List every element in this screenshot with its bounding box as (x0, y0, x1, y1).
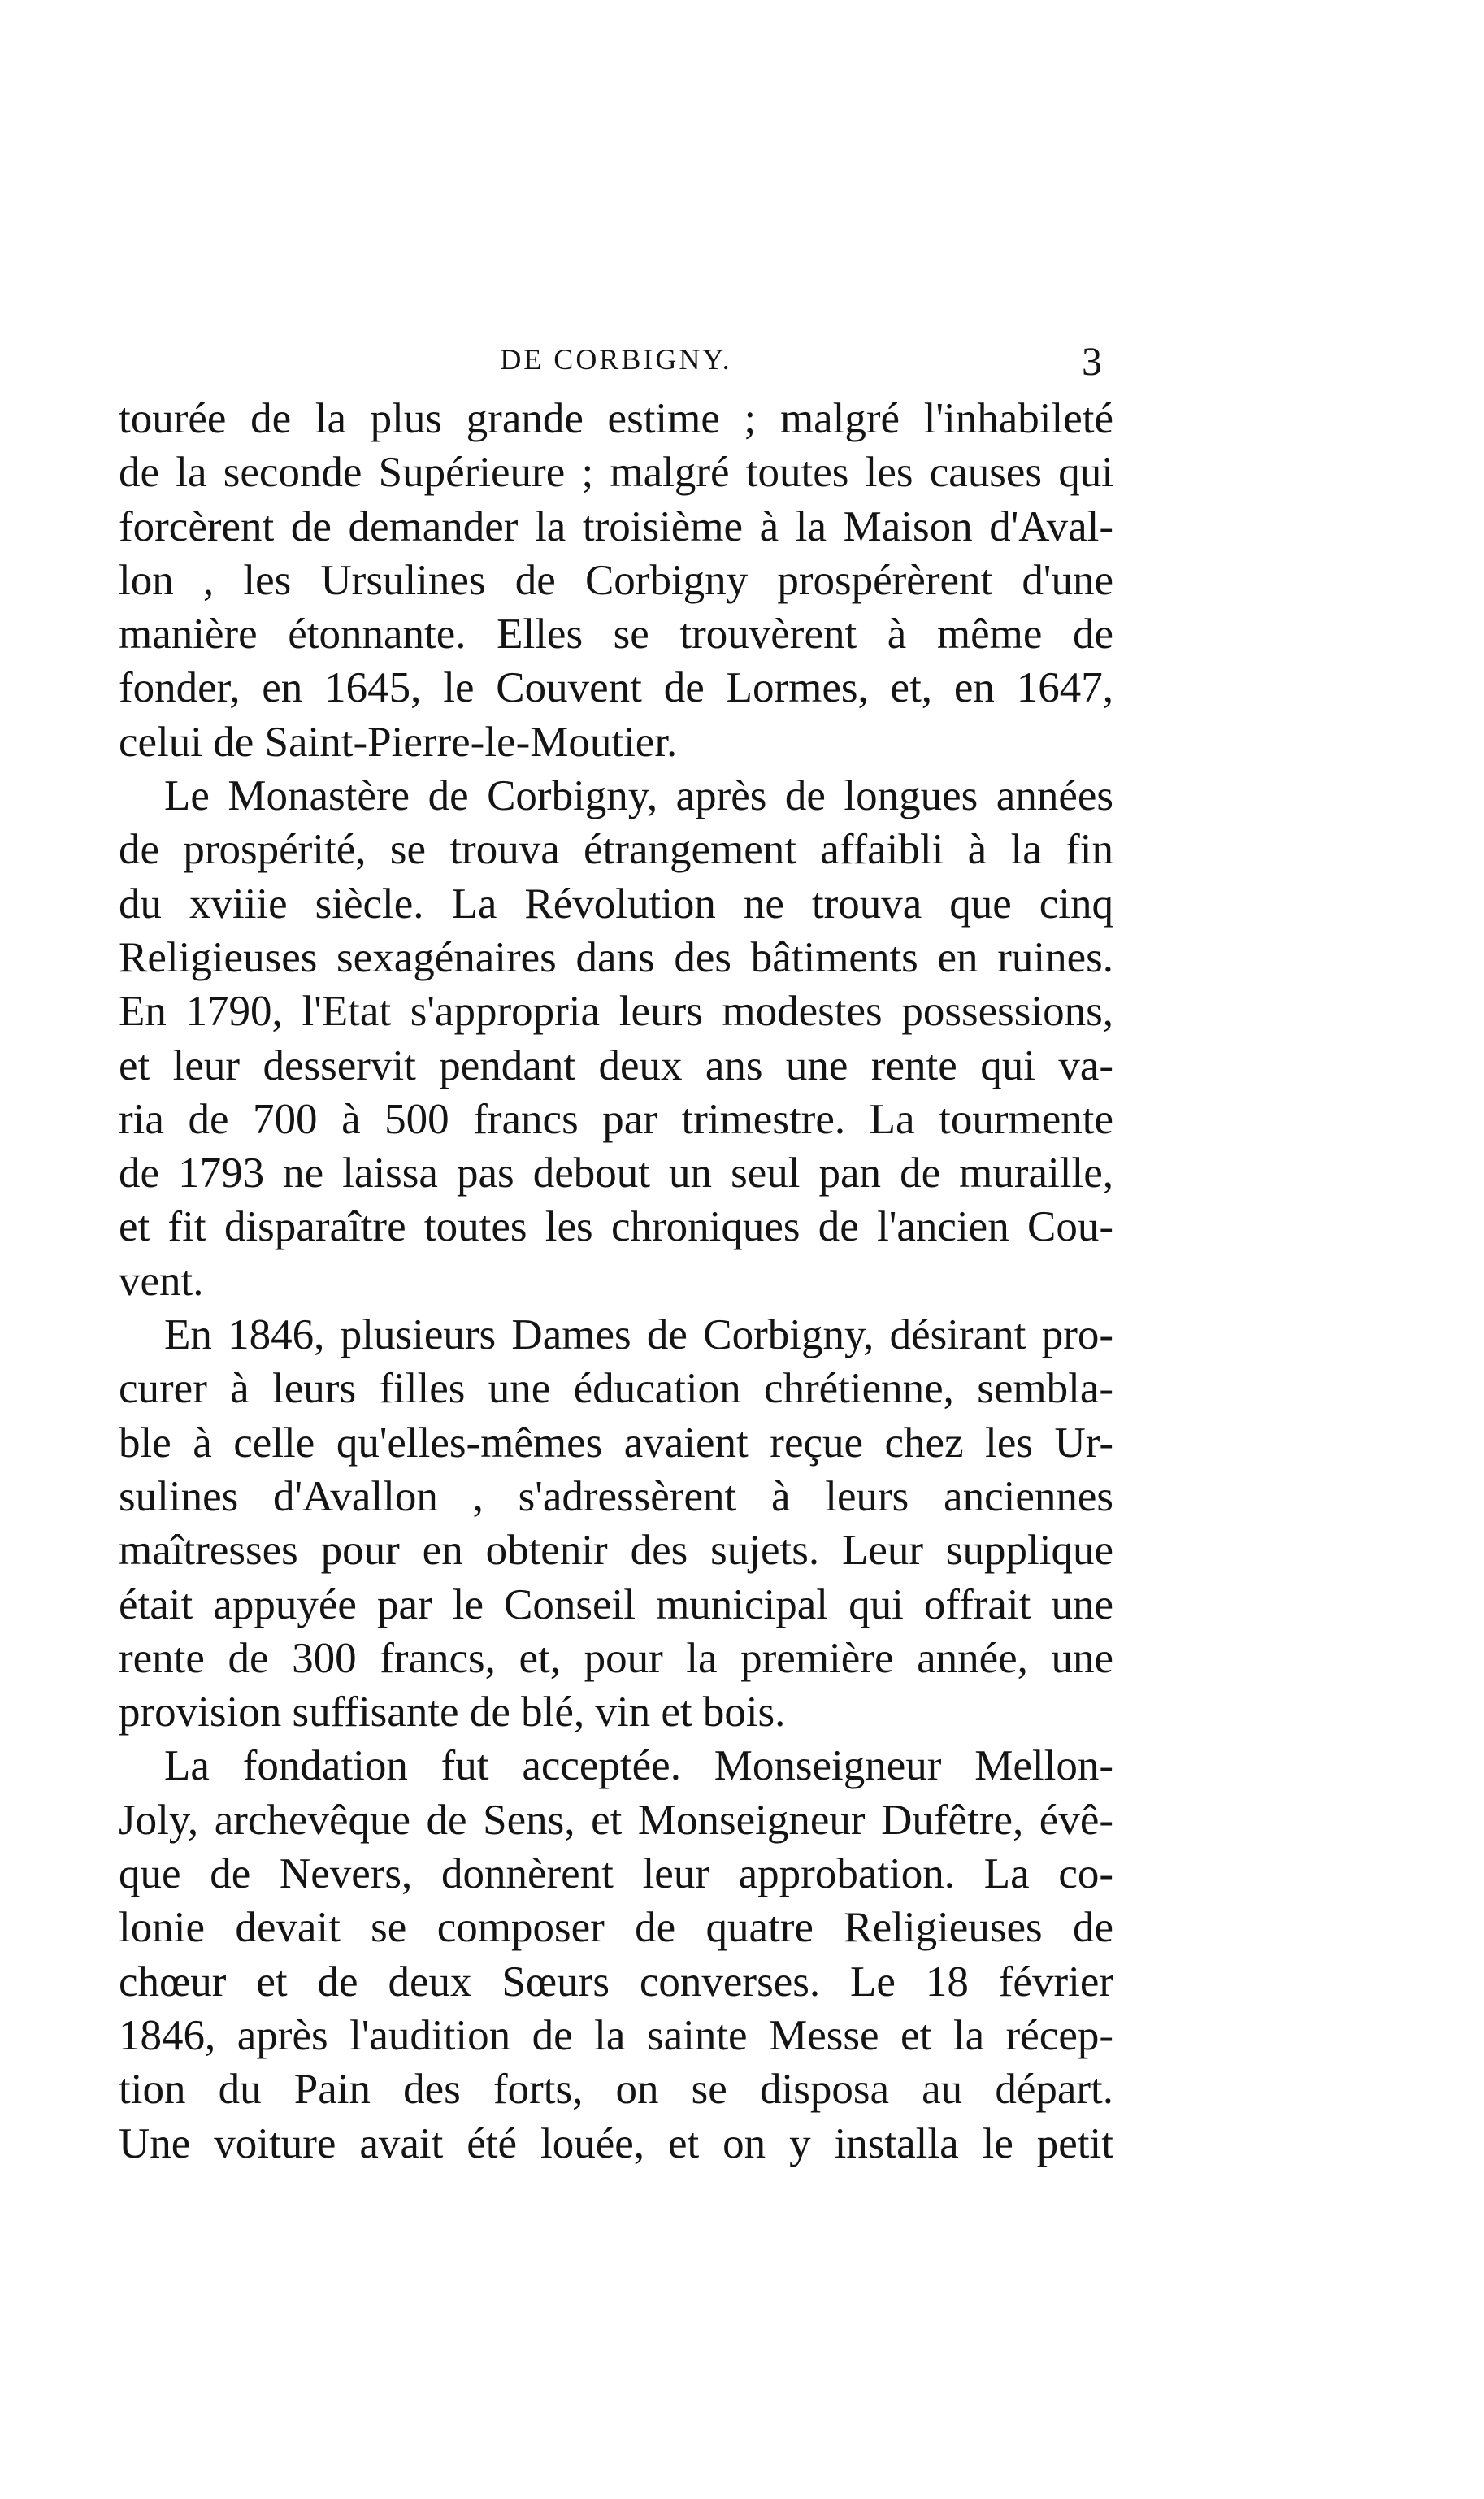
text-line: Joly, archevêque de Sens, et Monseigneur Dufêtre, évê- (119, 1796, 1113, 1844)
text-line: En 1846, plusieurs Dames de Corbigny, désirant pro- (164, 1311, 1113, 1359)
text-line: forcèrent de demander la troisième à la Maison d'Aval- (119, 502, 1113, 550)
text-line: fonder, en 1645, le Couvent de Lormes, et, en 1647, (119, 664, 1113, 712)
text-line: Religieuses sexagénaires dans des bâtiments en ruines. (119, 933, 1113, 981)
text-line: En 1790, l'Etat s'appropria leurs modestes possessions, (119, 988, 1113, 1036)
text-line: ria de 700 à 500 francs par trimestre. La tourmente (119, 1095, 1113, 1143)
text-line: ble à celle qu'elles-mêmes avaient reçue chez les Ur- (119, 1419, 1113, 1467)
text-line: de 1793 ne laissa pas debout un seul pan de muraille, (119, 1150, 1113, 1197)
text-line: lon , les Ursulines de Corbigny prospérèrent d'une (119, 556, 1113, 604)
text-line: que de Nevers, donnèrent leur approbation. La co- (119, 1850, 1113, 1898)
running-head (119, 337, 1113, 394)
text-line: La fondation fut acceptée. Monseigneur Mellon- (164, 1742, 1113, 1790)
text-line: et leur desservit pendant deux ans une rente qui va- (119, 1041, 1113, 1089)
text-line: du xviiie siècle. La Révolution ne trouva que cinq (119, 880, 1113, 928)
text-line: de prospérité, se trouva étrangement affaibli à la fin (119, 826, 1113, 874)
text-line: 1846, après l'audition de la sainte Messe et la récep- (119, 2011, 1113, 2059)
text-line: chœur et de deux Sœurs converses. Le 18 février (119, 1958, 1113, 2006)
body-text (119, 392, 1113, 2171)
text-line: celui de Saint-Pierre-le-Moutier. (119, 718, 678, 766)
text-line: provision suffisante de blé, vin et bois. (119, 1688, 786, 1736)
page-number: 3 (1082, 338, 1102, 384)
text-line: rente de 300 francs, et, pour la première année, une (119, 1634, 1113, 1682)
text-line: maîtresses pour en obtenir des sujets. Leur supplique (119, 1527, 1113, 1575)
text-line: sulines d'Avallon , s'adressèrent à leurs anciennes (119, 1472, 1113, 1520)
text-line: Une voiture avait été louée, et on y installa le petit (119, 2119, 1113, 2167)
text-line: tion du Pain des forts, on se disposa au départ. (119, 2066, 1113, 2114)
text-line: était appuyée par le Conseil municipal qui offrait une (119, 1580, 1113, 1628)
text-line: Le Monastère de Corbigny, après de longues années (164, 772, 1113, 820)
text-line: manière étonnante. Elles se trouvèrent à même de (119, 611, 1113, 658)
text-line: curer à leurs filles une éducation chrétienne, sembla- (119, 1365, 1113, 1413)
running-title: DE CORBIGNY. (500, 343, 732, 376)
text-line: tourée de la plus grande estime ; malgré l'inhabileté (119, 395, 1113, 442)
text-line: lonie devait se composer de quatre Religieuses de (119, 1904, 1113, 1952)
text-line: de la seconde Supérieure ; malgré toutes les causes qui (119, 449, 1113, 497)
text-line: vent. (119, 1257, 204, 1305)
text-line: et fit disparaître toutes les chroniques de l'ancien Cou- (119, 1203, 1113, 1251)
